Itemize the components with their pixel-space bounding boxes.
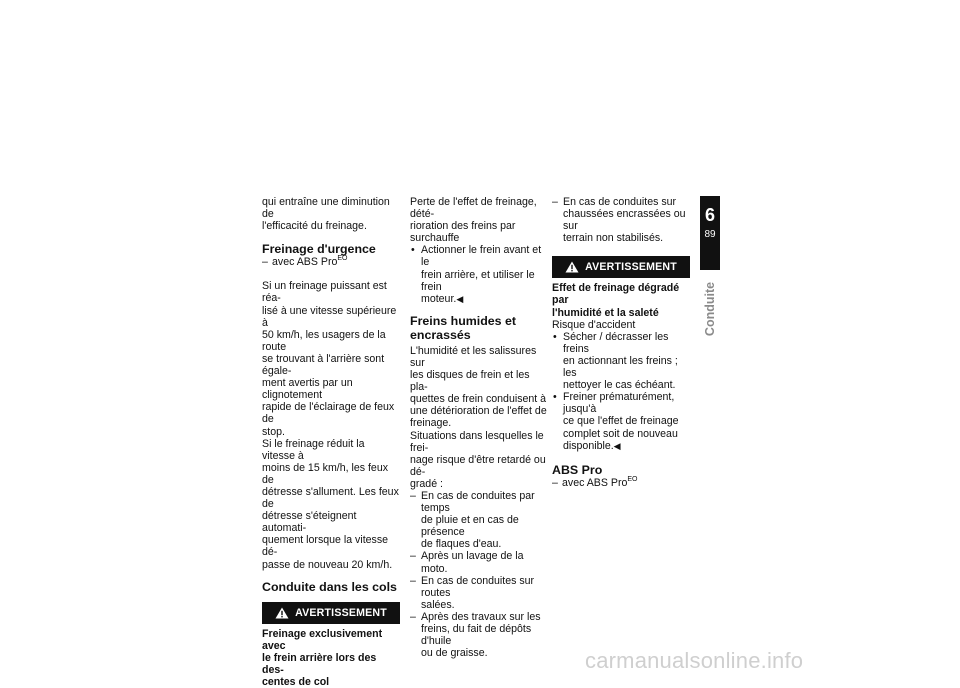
section-title: Conduite [703, 281, 718, 337]
chapter-number: 6 [704, 205, 715, 225]
list-item: – Après un lavage de la moto. [410, 550, 548, 574]
abs-pro-label: avec ABS Pro [272, 256, 338, 269]
chapter-tab [700, 196, 720, 270]
heading-abs-pro: ABS Pro [552, 462, 603, 477]
paragraph-brake-light: Si un freinage puissant est réa- lisé à une vitesse supérieure à 50 km/h, les usagers de la route se trouvant à l'arrière sont égale- ment avertis par un clignotement rapide de l'éclairage de feux de stop. [262, 280, 397, 438]
paragraph-hazard-lights: Si le freinage réduit la vitesse à moins de 15 km/h, les feux de détresse s'allument. Les feux de détresse s'éteignent automati- quement lorsque la vitesse dé- passe de nouveau 20 km/h. [262, 437, 399, 571]
list-item: – Après des travaux sur les freins, du fait de dépôts d'huile ou de graisse. [410, 611, 548, 659]
list-item [410, 244, 548, 304]
list-item: – En cas de conduites sur chaussées encrassées ou sur terrain non stabilisés. [552, 196, 690, 244]
column-1 [262, 196, 400, 688]
heading-freinage-urgence: Freinage d'urgence [262, 242, 376, 257]
warning-banner [552, 256, 690, 278]
risk-text: Risque d'accident [552, 318, 636, 331]
bullet-text: Actionner le frein avant et le frein arrière, et utiliser le frein moteur. [421, 244, 542, 305]
watermark: carmanualsonline.info [585, 648, 804, 673]
warning-triangle-icon [275, 607, 289, 619]
list-item: – En cas de conduites par temps de pluie et en cas de présence de flaques d'eau. [410, 490, 548, 550]
abs-pro-option [262, 256, 400, 268]
warning-triangle-icon [565, 261, 579, 273]
paragraph-humidity: L'humidité et les salissures sur les disques de frein et les pla- quettes de frein conduisent à une détérioration de l'effet de freinage. [410, 344, 547, 430]
list-item: – En cas de conduites sur routes salées. [410, 575, 548, 611]
abs-pro-label: avec ABS Pro [562, 476, 628, 489]
abs-pro-sup: EO [337, 255, 348, 263]
list-item: • Sécher / décrasser les freins en actionnant les freins ; les nettoyer le cas échéant. [552, 331, 690, 391]
abs-pro-sup: EO [627, 475, 638, 483]
column-3 [552, 196, 690, 489]
abs-pro-option [552, 477, 690, 489]
end-mark-icon: ◀ [613, 440, 621, 451]
page-number: 89 [704, 229, 716, 240]
end-mark-icon: ◀ [456, 293, 464, 304]
column-2 [410, 196, 548, 659]
warning-banner [262, 602, 400, 624]
list-item [552, 391, 690, 451]
warning-label: AVERTISSEMENT [295, 606, 387, 619]
warning-title: Freinage exclusivement avec le frein arrière lors des des- centes de col [262, 627, 383, 688]
paragraph-situations: Situations dans lesquelles le frei- nage risque d'être retardé ou dé- gradé : [410, 429, 546, 490]
intro-text: Perte de l'effet de freinage, dété- rioration des freins par surchauffe [410, 196, 537, 245]
section-label [692, 280, 728, 338]
heading-freins-humides: Freins humides et encrassés [410, 313, 517, 342]
bullet-text: Freiner prématurément, jusqu'à ce que l'effet de freinage complet soit de nouveau disponible. [563, 391, 679, 452]
warning-title: Effet de freinage dégradé par l'humidité et la saleté [552, 282, 680, 319]
warning-label: AVERTISSEMENT [585, 261, 677, 274]
heading-conduite-cols: Conduite dans les cols [262, 579, 397, 594]
intro-text: qui entraîne une diminution de l'efficacité du freinage. [262, 196, 390, 233]
